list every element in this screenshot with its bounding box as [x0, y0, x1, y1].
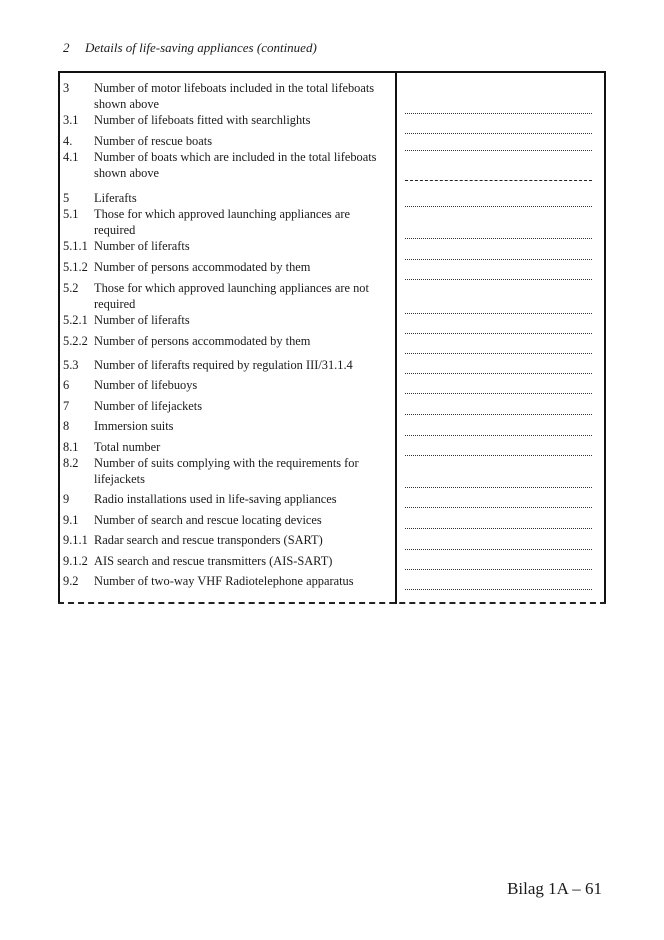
fill-in-line-5-3[interactable]	[405, 373, 592, 374]
row-label: Those for which approved launching appliances are required	[94, 207, 350, 237]
row-number: 9.1	[63, 513, 79, 527]
form-row	[63, 313, 393, 329]
row-label: Number of liferafts required by regulation III/31.1.4	[94, 358, 353, 372]
row-number: 5.1.1	[63, 239, 88, 253]
column-divider	[395, 71, 397, 604]
row-number: 8.1	[63, 440, 79, 454]
section-title: Details of life-saving appliances (continued)	[85, 40, 317, 55]
row-label: Those for which approved launching appliances are not required	[94, 281, 369, 311]
fill-in-line-9[interactable]	[405, 507, 592, 508]
form-row	[63, 513, 393, 529]
row-label: Number of liferafts	[94, 239, 190, 253]
row-number: 9.1.1	[63, 533, 88, 547]
fill-in-line-8-2[interactable]	[405, 487, 592, 488]
row-number: 4.	[63, 134, 73, 148]
form-row	[63, 554, 393, 570]
fill-in-line-5-1-2[interactable]	[405, 279, 592, 280]
row-label: Number of lifejackets	[94, 399, 203, 413]
form-row	[63, 440, 393, 456]
fill-in-line-5[interactable]	[405, 206, 592, 207]
form-row	[63, 81, 393, 112]
row-label: Number of two-way VHF Radiotelephone apparatus	[94, 574, 354, 588]
row-number: 8	[63, 419, 70, 433]
row-label: Radio installations used in life-saving appliances	[94, 492, 337, 506]
section-heading	[63, 40, 317, 56]
row-number: 4.1	[63, 150, 79, 164]
form-row	[63, 191, 393, 207]
form-row	[63, 150, 393, 181]
row-number: 5.2.1	[63, 313, 88, 327]
row-label: Total number	[94, 440, 161, 454]
row-number: 5	[63, 191, 70, 205]
row-label: Immersion suits	[94, 419, 174, 433]
form-row	[63, 239, 393, 255]
row-number: 5.1	[63, 207, 79, 221]
fill-in-line-9-1-2[interactable]	[405, 569, 592, 570]
form-row	[63, 113, 393, 129]
row-number: 8.2	[63, 456, 79, 470]
fill-in-line-6[interactable]	[405, 393, 592, 394]
fill-in-line-9-1[interactable]	[405, 528, 592, 529]
row-label: Number of rescue boats	[94, 134, 213, 148]
fill-in-line-3[interactable]	[405, 113, 592, 114]
form-row	[63, 260, 393, 276]
form-row	[63, 207, 393, 238]
row-number: 5.1.2	[63, 260, 88, 274]
row-number: 5.2.2	[63, 334, 88, 348]
form-row	[63, 281, 393, 312]
row-label: Radar search and rescue transponders (SART)	[94, 533, 323, 547]
fill-in-line-4[interactable]	[405, 150, 592, 151]
form-row	[63, 574, 393, 590]
form-row	[63, 378, 393, 394]
row-label: Number of search and rescue locating devices	[94, 513, 322, 527]
row-number: 5.2	[63, 281, 79, 295]
row-label: Number of motor lifeboats included in the total lifeboats shown above	[94, 81, 375, 111]
row-label: Number of lifebuoys	[94, 378, 198, 392]
form-row	[63, 419, 393, 435]
row-label: Number of lifeboats fitted with searchlights	[94, 113, 311, 127]
fill-in-line-5-2-2[interactable]	[405, 353, 592, 354]
form-row	[63, 399, 393, 415]
row-number: 7	[63, 399, 70, 413]
fill-in-line-5-2-1[interactable]	[405, 333, 592, 334]
row-label: Number of liferafts	[94, 313, 190, 327]
form-row	[63, 533, 393, 549]
fill-in-line-9-1-1[interactable]	[405, 549, 592, 550]
fill-in-line-5-1-1[interactable]	[405, 259, 592, 260]
row-number: 9.2	[63, 574, 79, 588]
form-row	[63, 358, 393, 374]
row-number: 5.3	[63, 358, 79, 372]
fill-in-line-4-1[interactable]	[405, 180, 592, 181]
form-row	[63, 456, 393, 487]
row-label: Liferafts	[94, 191, 137, 205]
row-label: Number of persons accommodated by them	[94, 334, 311, 348]
row-label: Number of persons accommodated by them	[94, 260, 311, 274]
fill-in-line-9-2[interactable]	[405, 589, 592, 590]
fill-in-line-8-1[interactable]	[405, 455, 592, 456]
section-number: 2	[63, 40, 70, 55]
fill-in-line-8[interactable]	[405, 435, 592, 436]
table-bottom-dashed-border	[58, 602, 606, 604]
fill-in-line-5-2[interactable]	[405, 313, 592, 314]
row-label: Number of boats which are included in the total lifeboats shown above	[94, 150, 377, 180]
form-row	[63, 134, 393, 150]
fill-in-line-5-1[interactable]	[405, 238, 592, 239]
row-number: 3.1	[63, 113, 79, 127]
row-number: 9.1.2	[63, 554, 88, 568]
form-row	[63, 334, 393, 350]
fill-in-line-7[interactable]	[405, 414, 592, 415]
row-label: Number of suits complying with the requirements for lifejackets	[94, 456, 359, 486]
page-footer: Bilag 1A – 61	[507, 879, 602, 898]
fill-in-line-3-1[interactable]	[405, 133, 592, 134]
form-row	[63, 492, 393, 508]
row-label: AIS search and rescue transmitters (AIS-SART)	[94, 554, 333, 568]
row-number: 3	[63, 81, 70, 95]
row-number: 6	[63, 378, 70, 392]
row-number: 9	[63, 492, 70, 506]
